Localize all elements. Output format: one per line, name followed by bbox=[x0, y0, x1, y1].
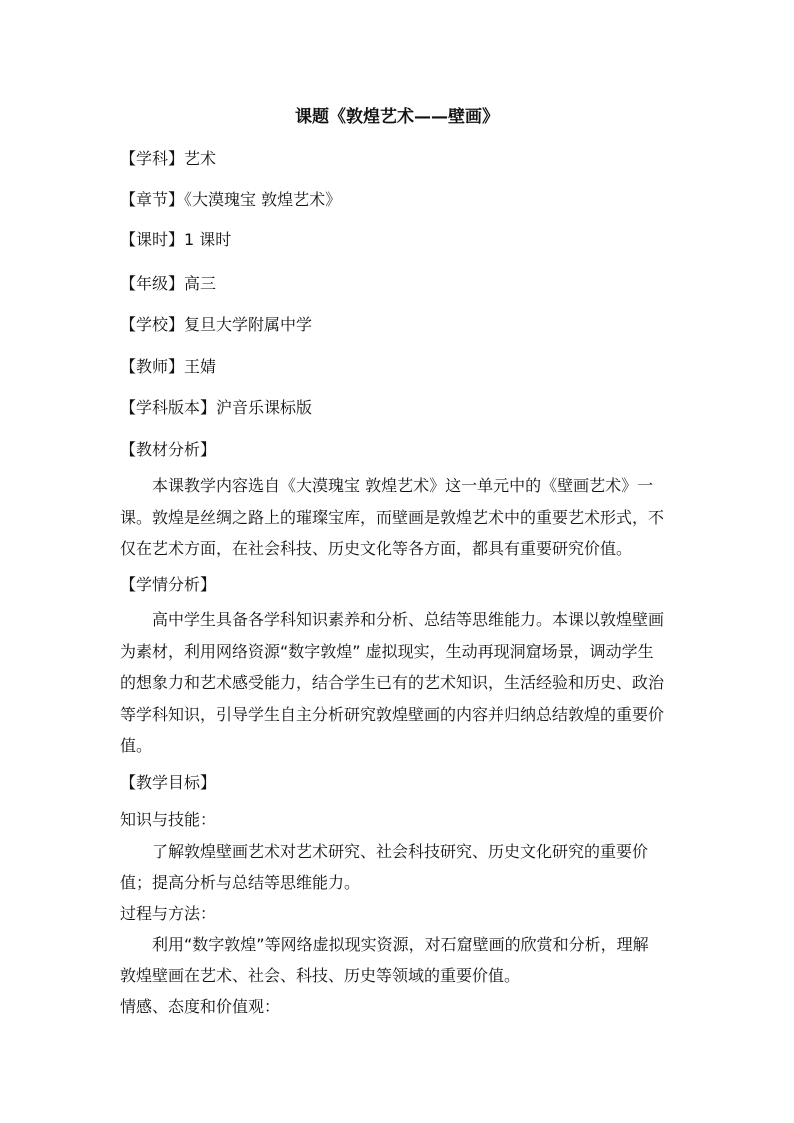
meta-row-class-hours bbox=[120, 230, 231, 250]
meta-label: 【学科版本】 bbox=[120, 398, 217, 417]
subheading-knowledge-skills: 知识与技能： bbox=[120, 810, 217, 829]
subheading-emotion-values: 情感、态度和价值观： bbox=[120, 997, 281, 1016]
meta-row-school bbox=[120, 315, 312, 335]
meta-label: 【学科】 bbox=[120, 149, 185, 168]
section-heading-textbook-analysis: 【教材分析】 bbox=[120, 440, 217, 459]
document-title: 课题《敦煌艺术——壁画》 bbox=[295, 107, 499, 127]
meta-value: 王婧 bbox=[184, 357, 217, 376]
section-heading-student-analysis: 【学情分析】 bbox=[120, 575, 217, 594]
meta-value: 1 课时 bbox=[184, 230, 232, 249]
meta-label: 【年级】 bbox=[120, 274, 185, 293]
paragraph-line: 的想象力和艺术感受能力，结合学生已有的艺术知识，生活经验和历史、政治 bbox=[120, 673, 665, 692]
meta-row-grade bbox=[120, 274, 216, 294]
paragraph-line: 了解敦煌壁画艺术对艺术研究、社会科技研究、历史文化研究的重要价 bbox=[152, 842, 649, 861]
paragraph-line: 值；提高分析与总结等思维能力。 bbox=[120, 873, 361, 892]
meta-label: 【教师】 bbox=[120, 357, 185, 376]
meta-value: 沪音乐课标版 bbox=[216, 398, 313, 417]
paragraph-line: 敦煌壁画在艺术、社会、科技、历史等领域的重要价值。 bbox=[120, 966, 521, 985]
meta-value: 艺术 bbox=[184, 149, 217, 168]
paragraph-line: 值。 bbox=[120, 736, 153, 755]
paragraph-line: 等学科知识，引导学生自主分析研究敦煌壁画的内容并归纳总结敦煌的重要价 bbox=[120, 705, 665, 724]
meta-row-edition bbox=[120, 398, 312, 418]
meta-row-chapter bbox=[120, 190, 341, 210]
meta-row-teacher bbox=[120, 357, 216, 377]
paragraph-line: 课。敦煌是丝绸之路上的璀璨宝库，而壁画是敦煌艺术中的重要艺术形式，不 bbox=[120, 508, 665, 527]
meta-row-subject bbox=[120, 149, 216, 169]
subheading-process-methods: 过程与方法： bbox=[120, 904, 217, 923]
paragraph-line: 利用“数字敦煌”等网络虚拟现实资源，对石窟壁画的欣赏和分析，理解 bbox=[152, 935, 649, 954]
meta-label: 【学校】 bbox=[120, 315, 185, 334]
meta-value: 高三 bbox=[184, 274, 217, 293]
section-heading-teaching-goals: 【教学目标】 bbox=[120, 773, 217, 792]
paragraph-line: 仅在艺术方面，在社会科技、历史文化等各方面，都具有重要研究价值。 bbox=[120, 539, 633, 558]
meta-value: 《大漠瑰宝 敦煌艺术》 bbox=[184, 190, 342, 209]
paragraph-line: 高中学生具备各学科知识素养和分析、总结等思维能力。本课以敦煌壁画 bbox=[152, 610, 665, 629]
meta-value: 复旦大学附属中学 bbox=[184, 315, 313, 334]
paragraph-line: 本课教学内容选自《大漠瑰宝 敦煌艺术》这一单元中的《壁画艺术》一 bbox=[152, 476, 654, 495]
meta-label: 【课时】 bbox=[120, 230, 185, 249]
paragraph-line: 为素材，利用网络资源“数字敦煌” 虚拟现实，生动再现洞窟场景，调动学生 bbox=[120, 642, 654, 661]
meta-label: 【章节】 bbox=[120, 190, 185, 209]
